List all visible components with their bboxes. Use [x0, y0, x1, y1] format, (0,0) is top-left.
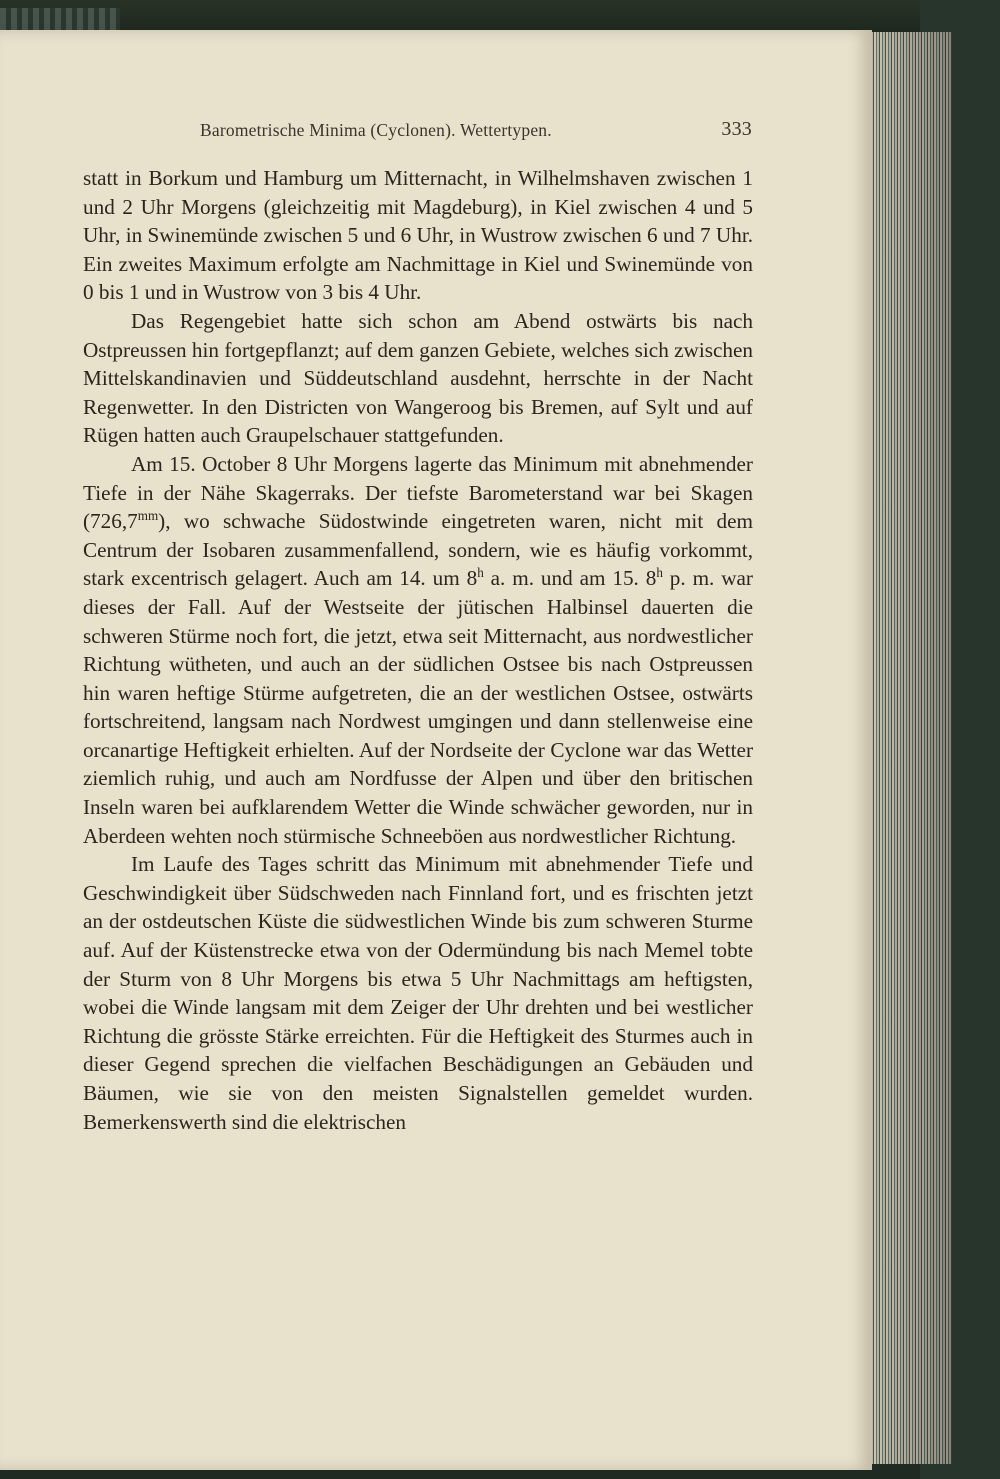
- page-number: 333: [721, 118, 752, 140]
- paragraph-3-text-c: a. m. und am 15. 8: [483, 566, 657, 591]
- paragraph-1: statt in Borkum und Hamburg um Mitternacht, in Wilhelmshaven zwischen 1 und 2 Uhr Morgens (gleichzeitig mit Magdeburg), in Kiel zwischen 4 und 5 Uhr, in Swinemünde zwischen 5 und 6 Uhr, in Wustrow zwischen 6 und 7 Uhr. Ein zweites Maximum erfolgte am Nachmittage in Kiel und Swinemünde von 0 bis 1 und in Wustrow von 3 bis 4 Uhr.: [83, 166, 753, 305]
- running-title: Barometrische Minima (Cyclonen). Wettertypen.: [200, 120, 552, 140]
- paragraph-3: [83, 450, 753, 850]
- paragraph-4: Im Laufe des Tages schritt das Minimum mit abnehmender Tiefe und Geschwindigkeit über Südschweden nach Finnland fort, und es frischten jetzt an der ostdeutschen Küste die südwestlichen Winde bis zum schweren Sturme auf. Auf der Küstenstrecke etwa von der Odermündung bis nach Memel tobte der Sturm von 8 Uhr Morgens bis etwa 5 Uhr Nachmittags am heftigsten, wobei die Winde langsam mit dem Zeiger der Uhr drehten und bei westlicher Richtung die grösste Stärke erreichten. Für die Heftigkeit des Sturmes auch in dieser Gegend sprechen die vielfachen Beschädigungen an Gebäuden und Bäumen, wie sie von den meisten Signalstellen gemeldet wurden. Bemerkenswerth sind die elektrischen: [83, 852, 753, 1134]
- hour-superscript: h: [477, 565, 484, 581]
- page-body: [83, 164, 753, 1136]
- hour-superscript: h: [656, 565, 663, 581]
- paragraph-3-text-b: ), wo schwache Südostwinde eingetreten waren, nicht mit dem Centrum der Isobaren zusammenfallend, sondern, wie es häufig vorkommt, stark excentrisch gelagert. Auch am 14. um 8: [83, 509, 753, 591]
- paragraph-3-text-a: Am 15. October 8 Uhr Morgens lagerte das Minimum mit abnehmender Tiefe in der Nähe Skagerraks. Der tiefste Barometerstand war bei Skagen (726,7: [83, 451, 753, 534]
- page-stack-edge: [862, 32, 952, 1464]
- unit-superscript: mm: [137, 508, 159, 524]
- paragraph-3-text-d: p. m. war dieses der Fall. Auf der Westseite der jütischen Halbinsel dauerten die schweren Stürme noch fort, die jetzt, etwa seit Mitternacht, aus nordwestlicher Richtung wütheten, und auch an der südlichen Ostsee bis nach Ostpreussen hin waren heftige Stürme aufgetreten, die an der westlichen Ostsee, ostwärts fortschreitend, langsam nach Nordwest umgingen und dann stellenweise eine orcanartige Heftigkeit erhielten. Auf der Nordseite der Cyclone war das Wetter ziemlich ruhig, und auch am Nordfusse der Alpen und über den britischen Inseln waren bei aufklarendem Wetter die Winde schwächer geworden, nur in Aberdeen wehten noch stürmische Schneeböen aus nordwestlicher Richtung.: [83, 566, 753, 848]
- paragraph-2: Das Regengebiet hatte sich schon am Abend ostwärts bis nach Ostpreussen hin fortgepflanzt; auf dem ganzen Gebiete, welches sich zwischen Mittelskandinavien und Süddeutschland ausdehnt, herrschte in der Nacht Regenwetter. In den Districten von Wangeroog bis Bremen, auf Sylt und auf Rügen hatten auch Graupelschauer stattgefunden.: [83, 308, 753, 448]
- running-header: [200, 120, 752, 142]
